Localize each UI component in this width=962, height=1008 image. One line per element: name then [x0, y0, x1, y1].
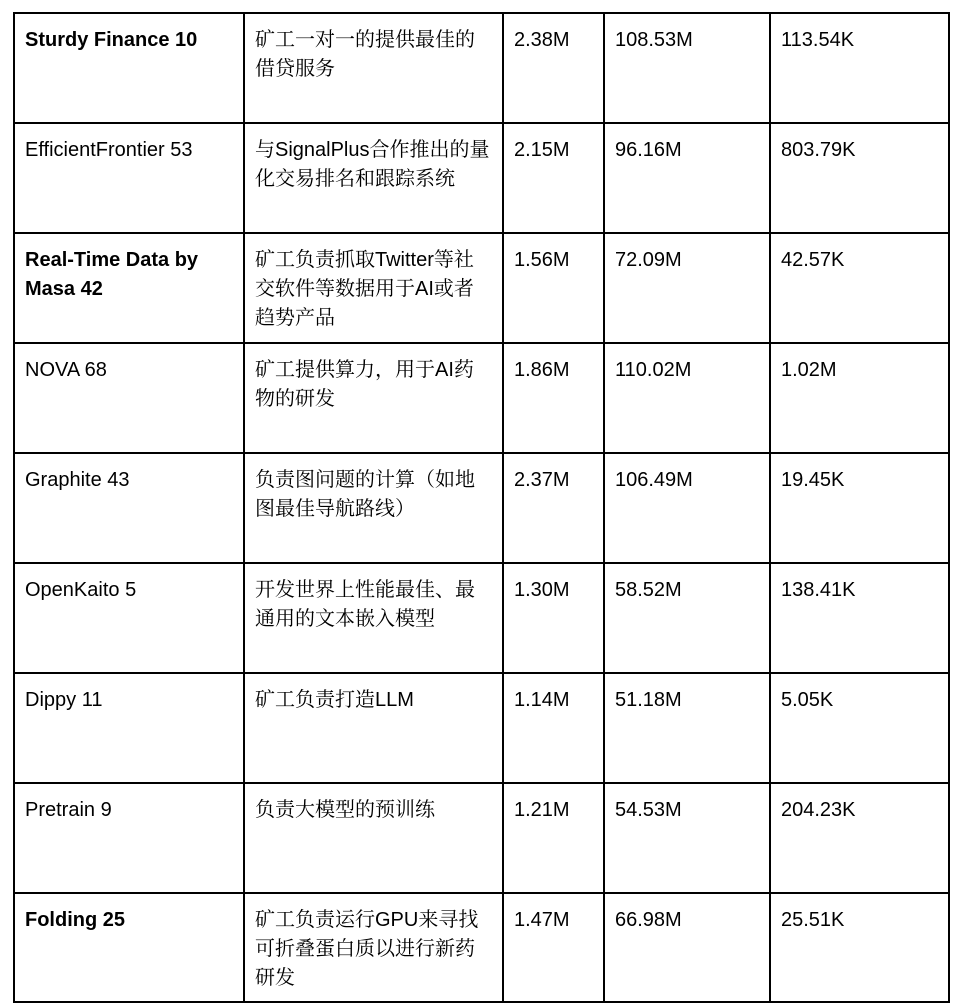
- value-cell-2: 110.02M: [604, 343, 770, 453]
- description-cell: 矿工负责打造LLM: [244, 673, 503, 783]
- value-cell-2: 72.09M: [604, 233, 770, 343]
- table-body: [14, 13, 949, 1002]
- value-cell-2: 66.98M: [604, 893, 770, 1002]
- subnet-name-cell: NOVA 68: [14, 343, 244, 453]
- value-cell-2: 106.49M: [604, 453, 770, 563]
- subnet-table: [13, 12, 950, 1003]
- value-cell-2: 51.18M: [604, 673, 770, 783]
- value-cell-2: 54.53M: [604, 783, 770, 893]
- subnet-name-cell: Sturdy Finance 10: [14, 13, 244, 123]
- subnet-name-cell: Dippy 11: [14, 673, 244, 783]
- value-cell-3: 138.41K: [770, 563, 949, 673]
- value-cell-3: 1.02M: [770, 343, 949, 453]
- value-cell-2: 108.53M: [604, 13, 770, 123]
- description-cell: 矿工负责抓取Twitter等社交软件等数据用于AI或者趋势产品: [244, 233, 503, 343]
- subnet-name-cell: EfficientFrontier 53: [14, 123, 244, 233]
- description-cell: 负责图问题的计算（如地图最佳导航路线）: [244, 453, 503, 563]
- table-row: [14, 233, 949, 343]
- value-cell-3: 42.57K: [770, 233, 949, 343]
- table-row: [14, 453, 949, 563]
- description-cell: 矿工提供算力，用于AI药物的研发: [244, 343, 503, 453]
- table-row: [14, 783, 949, 893]
- value-cell-3: 25.51K: [770, 893, 949, 1002]
- value-cell-3: 204.23K: [770, 783, 949, 893]
- table-row: [14, 563, 949, 673]
- subnet-name-cell: Real-Time Data by Masa 42: [14, 233, 244, 343]
- value-cell-1: 1.21M: [503, 783, 604, 893]
- subnet-name-cell: Folding 25: [14, 893, 244, 1002]
- value-cell-1: 1.30M: [503, 563, 604, 673]
- value-cell-1: 1.47M: [503, 893, 604, 1002]
- value-cell-1: 2.15M: [503, 123, 604, 233]
- value-cell-3: 113.54K: [770, 13, 949, 123]
- table-row: [14, 13, 949, 123]
- value-cell-1: 2.37M: [503, 453, 604, 563]
- value-cell-1: 1.56M: [503, 233, 604, 343]
- subnet-name-cell: Graphite 43: [14, 453, 244, 563]
- value-cell-1: 2.38M: [503, 13, 604, 123]
- description-cell: 开发世界上性能最佳、最通用的文本嵌入模型: [244, 563, 503, 673]
- description-cell: 矿工一对一的提供最佳的借贷服务: [244, 13, 503, 123]
- value-cell-2: 96.16M: [604, 123, 770, 233]
- table-row: [14, 123, 949, 233]
- table-row: [14, 343, 949, 453]
- value-cell-3: 803.79K: [770, 123, 949, 233]
- description-cell: 矿工负责运行GPU来寻找可折叠蛋白质以进行新药研发: [244, 893, 503, 1002]
- value-cell-2: 58.52M: [604, 563, 770, 673]
- value-cell-3: 5.05K: [770, 673, 949, 783]
- subnet-name-cell: OpenKaito 5: [14, 563, 244, 673]
- value-cell-1: 1.86M: [503, 343, 604, 453]
- description-cell: 负责大模型的预训练: [244, 783, 503, 893]
- table-row: [14, 893, 949, 1002]
- table-row: [14, 673, 949, 783]
- value-cell-3: 19.45K: [770, 453, 949, 563]
- subnet-name-cell: Pretrain 9: [14, 783, 244, 893]
- description-cell: 与SignalPlus合作推出的量化交易排名和跟踪系统: [244, 123, 503, 233]
- value-cell-1: 1.14M: [503, 673, 604, 783]
